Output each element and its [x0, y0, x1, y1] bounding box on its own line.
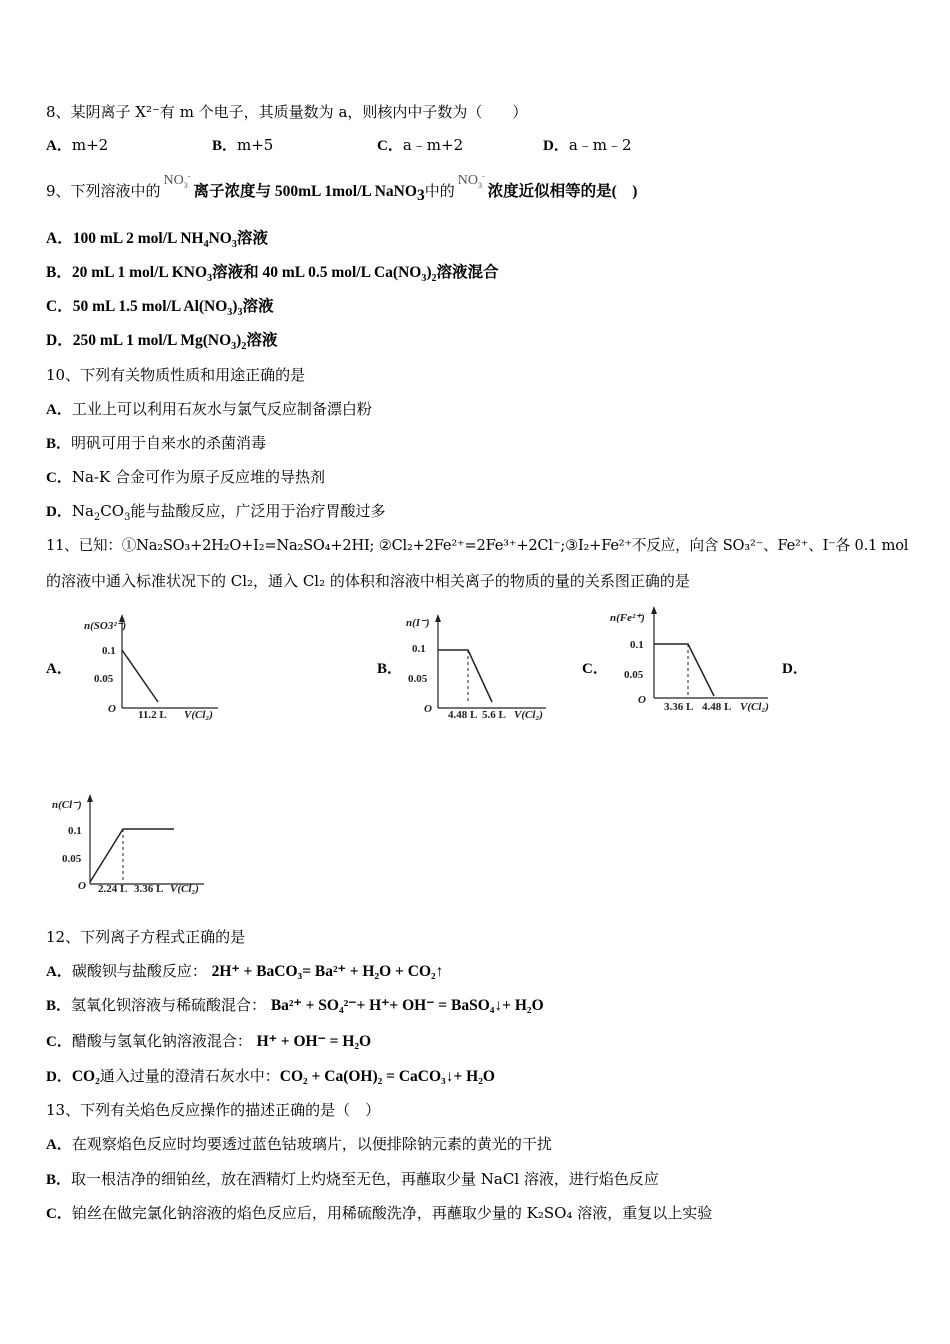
graph-d-y2: 0.05	[62, 853, 82, 865]
nitrate-ion-symbol: $NO_3^-$	[457, 171, 485, 190]
q10-option-a[interactable]: A．工业上可以利用石灰水与氯气反应制备漂白粉	[46, 400, 372, 418]
q13-option-c[interactable]: C．铂丝在做完氯化钠溶液的焰色反应后，用稀硫酸洗净，再蘸取少量的 K₂SO₄ 溶液，重复以上实验	[46, 1204, 713, 1222]
q10-option-c[interactable]: C．Na-K 合金可作为原子反应堆的导热剂	[46, 468, 325, 486]
q8-option-b[interactable]: B．m+5	[212, 136, 274, 154]
q8-stem: 8、某阴离子 X²⁻有 m 个电子，其质量数为 a，则核内中子数为（ ）	[46, 103, 528, 121]
graph-b-y2: 0.05	[408, 673, 428, 685]
q11-option-b-label[interactable]: B．	[377, 661, 403, 677]
q11-stem-line1: 11、已知：①Na₂SO₃+2H₂O+I₂=Na₂SO₄+2HI; ②Cl₂+2Fe²⁺=2Fe³⁺+2Cl⁻;③I₂+Fe²⁺不反应，向含 SO₃²⁻、Fe²⁺、I⁻各 0.1 mol	[46, 537, 909, 554]
graph-a-y2: 0.05	[94, 673, 114, 685]
graph-b-origin: O	[424, 703, 432, 715]
graph-b-y1: 0.1	[412, 643, 426, 655]
q10-stem: 10、下列有关物质性质和用途正确的是	[46, 366, 306, 384]
q11-graph-a[interactable]	[78, 612, 228, 722]
graph-a-origin: O	[108, 703, 116, 715]
q10-option-b[interactable]: B．明矾可用于自来水的杀菌消毒	[46, 434, 267, 452]
graph-c-y1: 0.1	[630, 639, 644, 651]
q12-stem: 12、下列离子方程式正确的是	[46, 928, 246, 946]
graph-a-y1: 0.1	[102, 645, 116, 657]
graph-d-x2: 3.36 L	[134, 883, 164, 895]
q10-option-d[interactable]: D．$Na_2CO_3$能与盐酸反应，广泛用于治疗胃酸过多	[46, 502, 386, 523]
q11-stem-line2: 的溶液中通入标准状况下的 Cl₂，通入 Cl₂ 的体积和溶液中相关离子的物质的量的关系图正确的是	[46, 572, 690, 590]
graph-c-xlabel: V(Cl₂)	[740, 701, 769, 713]
q8-option-a[interactable]: A．m+2	[46, 136, 109, 154]
q11-graph-b[interactable]	[402, 612, 557, 722]
graph-c-x1: 3.36 L	[664, 701, 694, 713]
q9-option-d[interactable]: D．250 mL 1 mol/L $Mg(NO_3)_2$溶液	[46, 332, 278, 353]
graph-d-y1: 0.1	[68, 825, 82, 837]
q9-option-b[interactable]: B．20 mL 1 mol/L $KNO_3$溶液和 40 mL 0.5 mol/L $Ca(NO_3)_2$溶液混合	[46, 264, 499, 285]
q11-option-d-label[interactable]: D．	[782, 661, 808, 677]
graph-d-x1: 2.24 L	[98, 883, 128, 895]
graph-c-y2: 0.05	[624, 669, 644, 681]
q13-option-a[interactable]: A．在观察焰色反应时均要透过蓝色钴玻璃片，以便排除钠元素的黄光的干扰	[46, 1135, 552, 1153]
q11-graph-c[interactable]	[606, 606, 781, 718]
q12-option-a[interactable]: A．碳酸钡与盐酸反应： 2H⁺ + BaCO₃= Ba²⁺ + H₂O + CO₂↑	[46, 962, 444, 980]
q8-option-c[interactable]: C．a﹣m+2	[377, 136, 464, 154]
q12-option-d[interactable]: D．CO₂通入过量的澄清石灰水中：CO₂ + Ca(OH)₂ = CaCO₃↓+ H₂O	[46, 1067, 495, 1085]
graph-d-origin: O	[78, 880, 86, 892]
q8-option-d[interactable]: D．a﹣m﹣2	[543, 136, 632, 154]
graph-c-origin: O	[638, 694, 646, 706]
graph-a-xlabel: V(Cl₂)	[184, 709, 213, 721]
q11-option-c-label[interactable]: C．	[582, 661, 608, 677]
q11-graph-d[interactable]	[46, 792, 216, 902]
graph-b-x2: 5.6 L	[482, 709, 506, 721]
graph-d-ylabel: n(Cl⁻)	[52, 799, 82, 811]
q9-stem: 9、下列溶液中的$NO_3^-$离子浓度与 500mL 1mol/L NaNO$_3$中的$NO_3^-$浓度近似相等的是( )	[46, 171, 638, 204]
q9-option-c[interactable]: C．50 mL 1.5 mol/L $Al(NO_3)_3$溶液	[46, 298, 274, 319]
q9-option-a[interactable]: A．100 mL 2 mol/L $NH_4NO_3$溶液	[46, 230, 268, 251]
graph-d-xlabel: V(Cl₂)	[170, 883, 199, 895]
graph-b-x1: 4.48 L	[448, 709, 478, 721]
q12-option-c[interactable]: C．醋酸与氢氧化钠溶液混合： H⁺ + OH⁻ = H₂O	[46, 1032, 372, 1050]
graph-a-ylabel: n(SO3²⁻)	[84, 620, 127, 632]
q11-option-a-label[interactable]: A．	[46, 661, 72, 677]
q13-option-b[interactable]: B．取一根洁净的细铂丝，放在酒精灯上灼烧至无色，再蘸取少量 NaCl 溶液，进行焰色反应	[46, 1170, 659, 1188]
graph-c-x2: 4.48 L	[702, 701, 732, 713]
graph-a-x1: 11.2 L	[138, 709, 167, 721]
q13-stem: 13、下列有关焰色反应操作的描述正确的是（ ）	[46, 1101, 381, 1119]
nitrate-ion-symbol: $NO_3^-$	[163, 171, 191, 190]
graph-b-ylabel: n(I⁻)	[406, 617, 430, 629]
graph-c-ylabel: n(Fe²⁺)	[610, 612, 645, 624]
graph-b-xlabel: V(Cl₂)	[514, 709, 543, 721]
q12-option-b[interactable]: B．氢氧化钡溶液与稀硫酸混合： Ba²⁺ + SO₄²⁻+ H⁺+ OH⁻ = BaSO₄↓+ H₂O	[46, 996, 544, 1014]
